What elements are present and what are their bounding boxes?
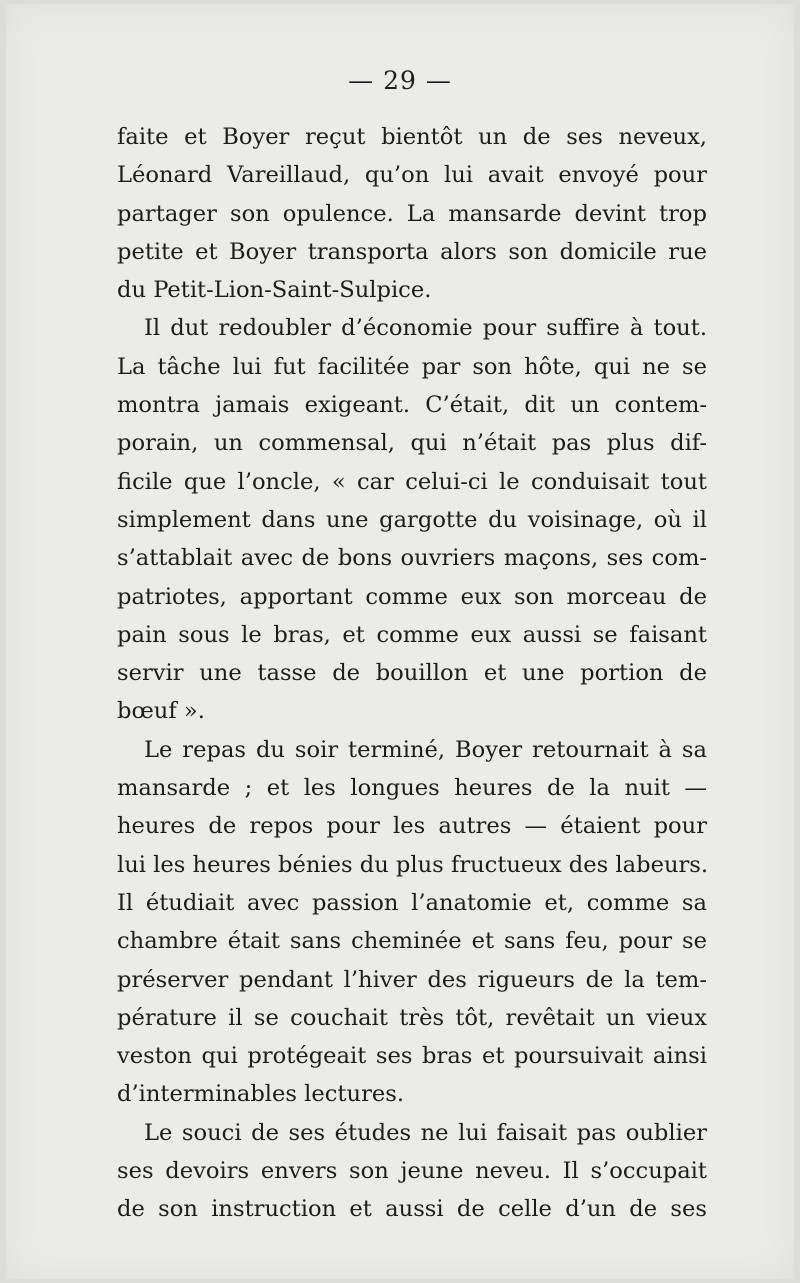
text-line: pérature il se couchait très tôt, revêtait un vieux (117, 1004, 707, 1031)
text-line: pain sous le bras, et comme eux aussi se faisant (117, 621, 707, 648)
text-line: ses devoirs envers son jeune neveu. Il s’occupait (117, 1158, 707, 1185)
text-line: patriotes, apportant comme eux son morceau de (117, 583, 707, 610)
text-line: petite et Boyer transporta alors son domicile rue (117, 238, 707, 265)
text-line: d’interminables lectures. (117, 1081, 405, 1108)
text-line: Il dut redoubler d’économie pour suffire à tout. (144, 315, 707, 342)
text-line: servir une tasse de bouillon et une portion de (117, 660, 707, 687)
text-line: bœuf ». (117, 698, 205, 725)
text-line: chambre était sans cheminée et sans feu, pour se (117, 928, 707, 955)
text-line: Il étudiait avec passion l’anatomie et, comme sa (117, 889, 707, 916)
page-number: — 29 — (348, 66, 452, 95)
text-line: simplement dans une gargotte du voisinage, où il (117, 506, 707, 533)
text-line: faite et Boyer reçut bientôt un de ses neveux, (117, 124, 707, 150)
text-line: lui les heures bénies du plus fructueux des labeurs. (117, 851, 709, 878)
text-line: préserver pendant l’hiver des rigueurs de la tem- (117, 966, 707, 993)
text-line: heures de repos pour les autres — étaient pour (117, 813, 707, 840)
text-line: montra jamais exigeant. C’était, dit un contem- (117, 392, 707, 419)
body-text (117, 118, 707, 1229)
text-line: Le souci de ses études ne lui faisait pas oublier (144, 1119, 707, 1146)
text-line: Le repas du soir terminé, Boyer retournait à sa (144, 736, 707, 763)
text-line: de son instruction et aussi de celle d’un de ses (117, 1196, 707, 1223)
text-line: La tâche lui fut facilitée par son hôte, qui ne se (117, 353, 707, 380)
text-line: mansarde ; et les longues heures de la nuit — (117, 775, 707, 802)
text-line: partager son opulence. La mansarde devint trop (117, 200, 707, 227)
text-line: veston qui protégeait ses bras et poursuivait ainsi (117, 1043, 707, 1070)
text-line: porain, un commensal, qui n’était pas plus dif- (117, 430, 707, 457)
text-line: Léonard Vareillaud, qu’on lui avait envoyé pour (117, 162, 707, 189)
text-line: s’attablait avec de bons ouvriers maçons, ses com- (117, 545, 707, 572)
text-line: ficile que l’oncle, « car celui-ci le conduisait tout (117, 468, 707, 495)
text-line: du Petit-Lion-Saint-Sulpice. (117, 277, 432, 304)
